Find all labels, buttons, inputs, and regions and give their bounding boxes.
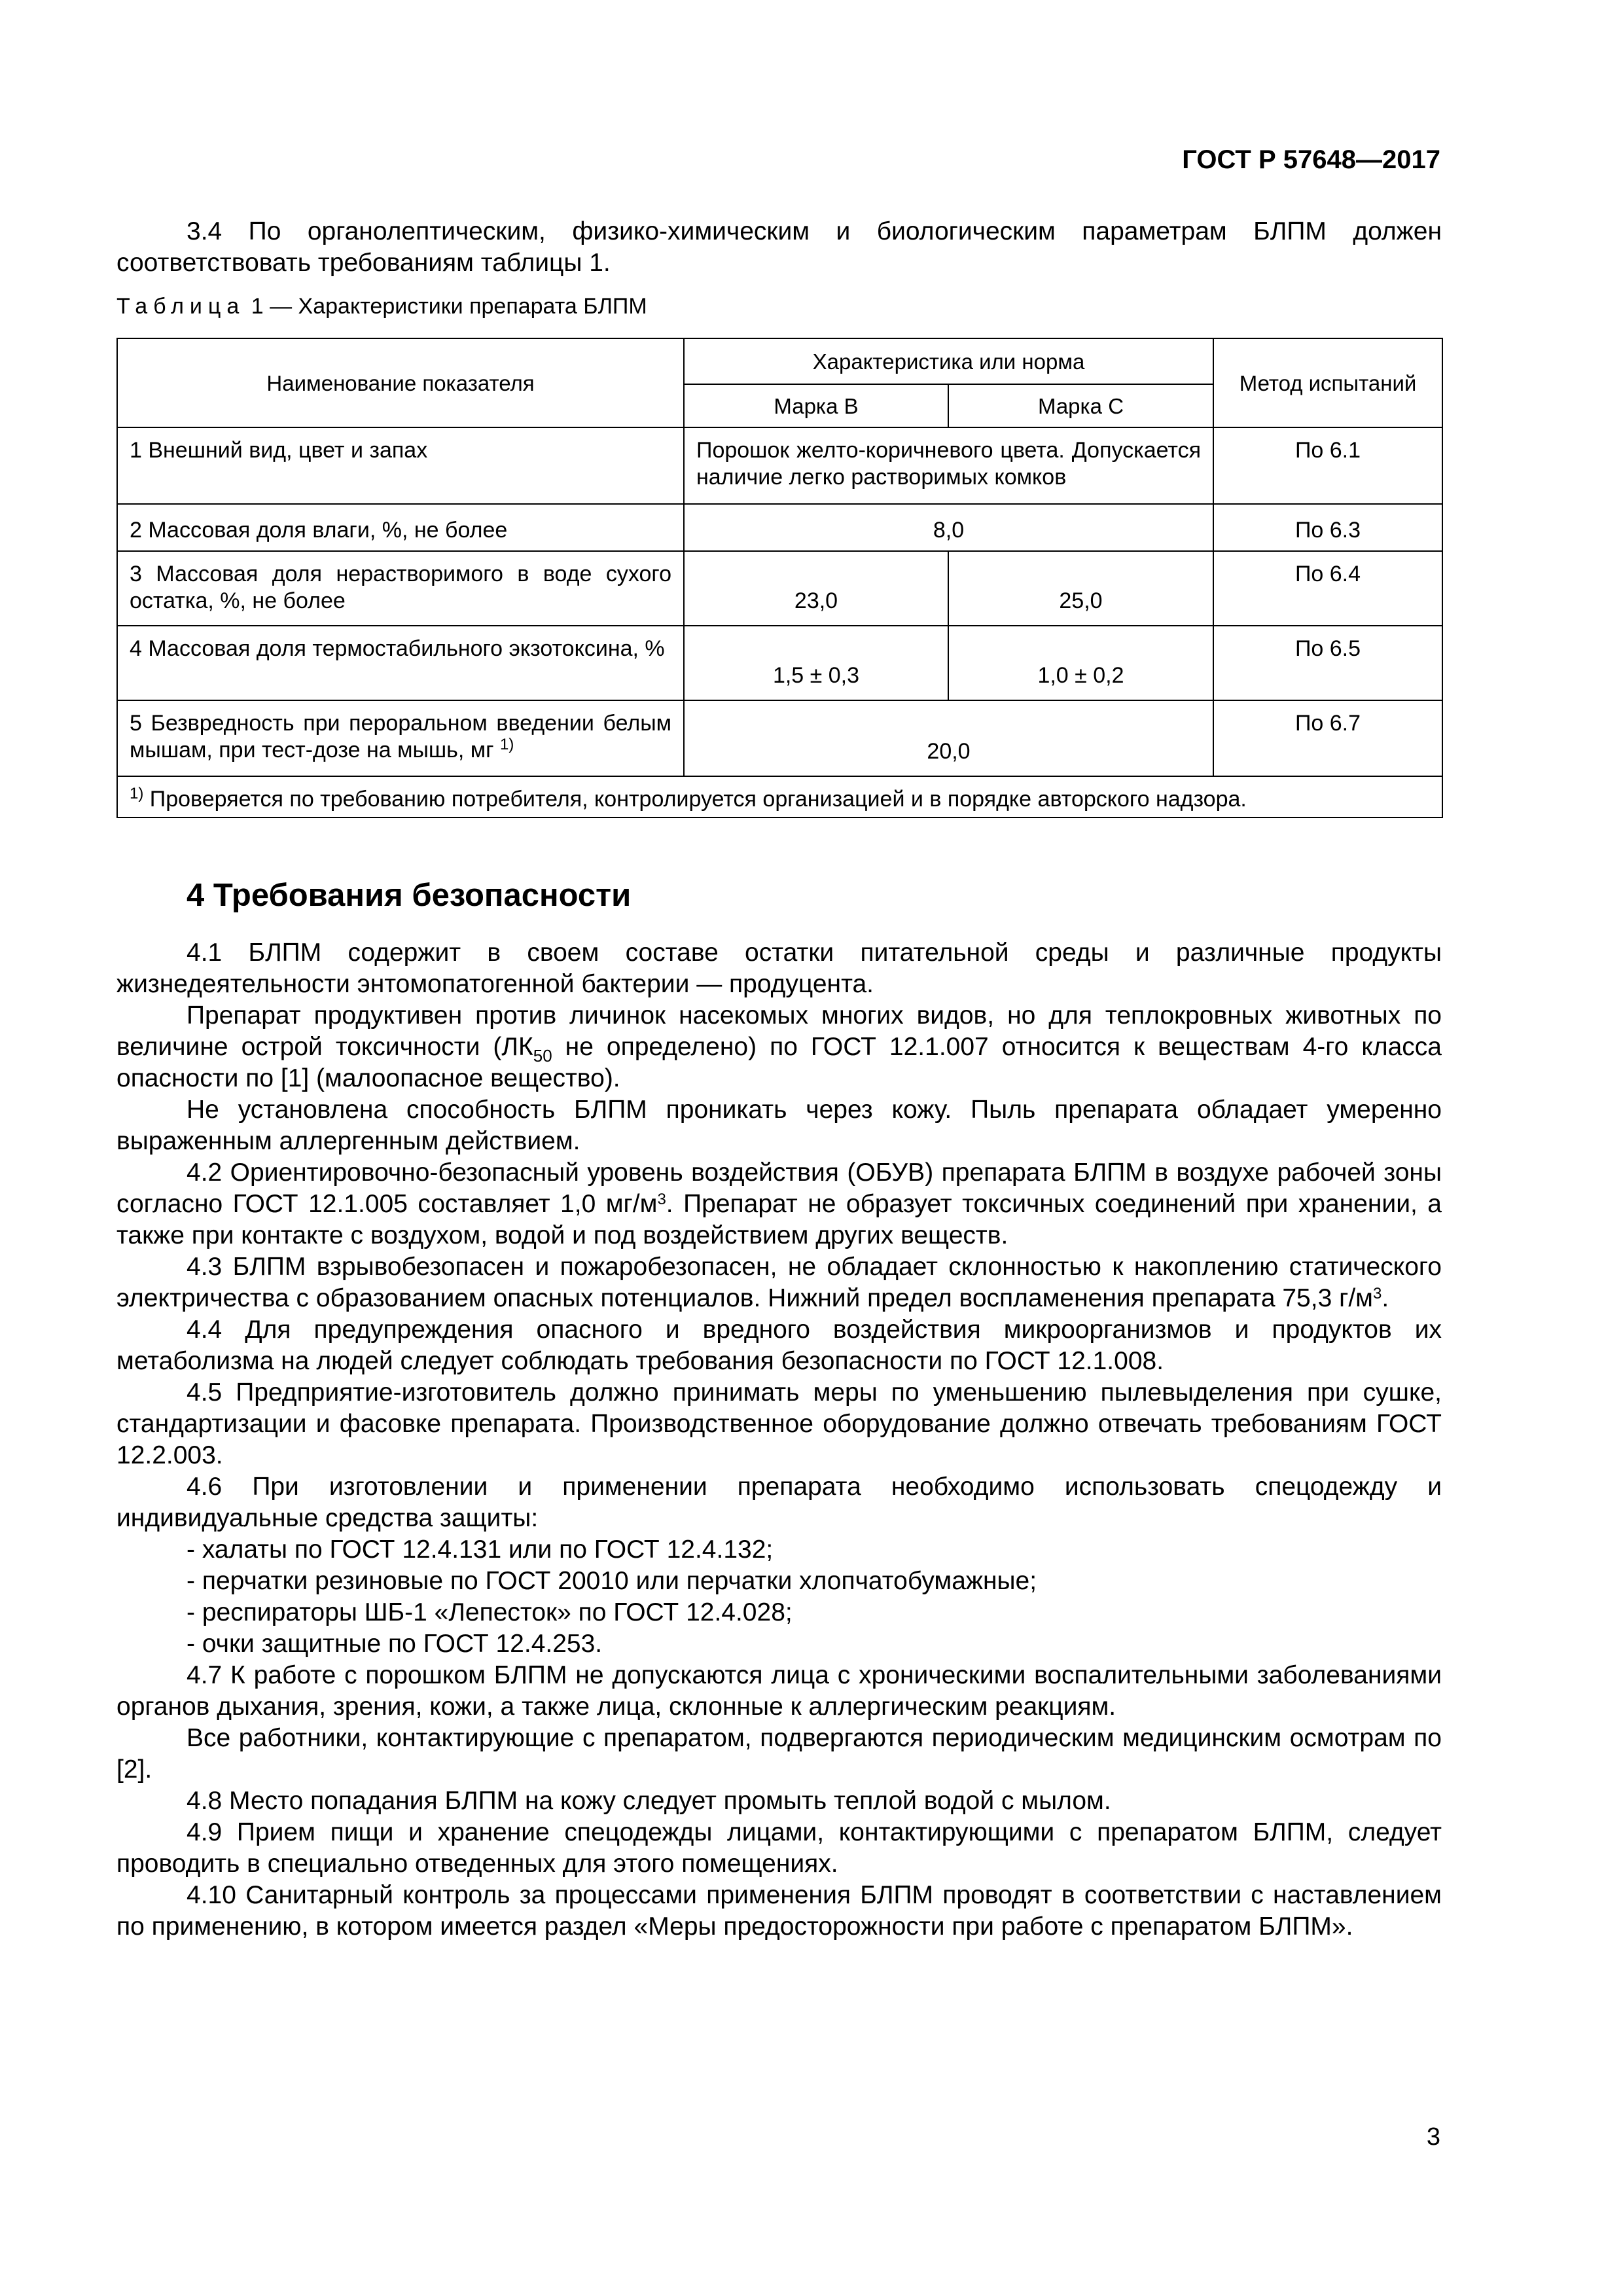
table-caption-word: Таблица	[116, 294, 245, 319]
row-value-mark-b: 1,5 ± 0,3	[684, 626, 948, 700]
text-part: 4.3 БЛПМ взрывобезопасен и пожаробезопасен, не обладает склонностью к накоплению статического электричества с образованием опасных потенциалов. Нижний предел воспламенения препарата 75,3 г/м	[116, 1253, 1442, 1312]
superscript: 3	[1372, 1285, 1382, 1302]
text-part: Препарат продуктивен против личинок насекомых многих видов, но для теплокровных животных по величине острой токсичности (ЛК	[116, 1001, 1442, 1061]
row-value: 8,0	[684, 504, 1213, 551]
table-row	[117, 427, 1442, 504]
table-row	[117, 626, 1442, 700]
list-item: - перчатки резиновые по ГОСТ 20010 или перчатки хлопчатобумажные;	[187, 1567, 1037, 1595]
paragraph-4-4: 4.4 Для предупреждения опасного и вредного воздействия микроорганизмов и продуктов их метаболизма на людей следует соблюдать требования безопасности по ГОСТ 12.1.008.	[116, 1316, 1442, 1375]
row-value-mark-c: 25,0	[948, 551, 1213, 626]
subscript: 50	[533, 1046, 552, 1066]
row-method: По 6.4	[1213, 551, 1442, 626]
row-name: 5 Безвредность при пероральном введении белым мышам, при тест-дозе на мышь, мг	[130, 711, 671, 762]
characteristics-table	[116, 338, 1443, 818]
header-mark-b: Марка В	[684, 384, 948, 427]
text-part: . Препарат не образует токсичных соединений при хранении, а также при контакте с воздухом, водой и под воздействием других веществ.	[116, 1190, 1442, 1249]
text-part: 4.2 Ориентировочно-безопасный уровень воздействия (ОБУВ) препарата БЛПМ в воздухе рабочей зоны согласно ГОСТ 12.1.005 составляет 1,0 мг/м	[116, 1158, 1442, 1218]
table-row	[117, 551, 1442, 626]
paragraph-4-8: 4.8 Место попадания БЛПМ на кожу следует промыть теплой водой с мылом.	[187, 1787, 1111, 1815]
list-item: - респираторы ШБ-1 «Лепесток» по ГОСТ 12.4.028;	[187, 1598, 793, 1626]
row-method: По 6.3	[1213, 504, 1442, 551]
paragraph-4-7: 4.7 К работе с порошком БЛПМ не допускаются лица с хроническими воспалительными заболеваниями органов дыхания, зрения, кожи, а также лица, склонные к аллергическим реакциям.	[116, 1661, 1442, 1721]
section-title: 4 Требования безопасности	[187, 878, 632, 913]
row-method: По 6.1	[1213, 427, 1442, 504]
paragraph-4-2	[116, 1157, 1442, 1251]
text-part: не определено) по ГОСТ 12.1.007 относится к веществам 4-го класса опасности по [1] (малоопасное вещество).	[116, 1033, 1442, 1092]
row-method: По 6.7	[1213, 700, 1442, 776]
row-value: 20,0	[684, 700, 1213, 776]
list-item: - очки защитные по ГОСТ 12.4.253.	[187, 1630, 603, 1658]
header-indicator-name: Наименование показателя	[117, 338, 684, 427]
text-part: .	[1382, 1284, 1389, 1312]
header-mark-c: Марка С	[948, 384, 1213, 427]
paragraph-4-6: 4.6 При изготовлении и применении препарата необходимо использовать спецодежду и индивидуальные средства защиты:	[116, 1473, 1442, 1532]
footnote-ref: 1)	[500, 736, 514, 753]
table-row	[117, 700, 1442, 776]
document-header: ГОСТ Р 57648—2017	[1182, 145, 1440, 174]
row-name: 2 Массовая доля влаги, %, не более	[117, 504, 684, 551]
table-caption	[116, 293, 1442, 319]
header-characteristic: Характеристика или норма	[684, 338, 1213, 384]
paragraph-4-1: 4.1 БЛПМ содержит в своем составе остатки питательной среды и различные продукты жизнедеятельности энтомопатогенной бактерии — продуцента.	[116, 939, 1442, 998]
table-footnote	[117, 776, 1442, 817]
row-value: Порошок желто-коричневого цвета. Допускается наличие легко растворимых комков	[684, 427, 1213, 504]
row-name: 1 Внешний вид, цвет и запах	[117, 427, 684, 504]
paragraph-skin: Не установлена способность БЛПМ проникать через кожу. Пыль препарата обладает умеренно выраженным аллергенным действием.	[116, 1096, 1442, 1155]
list-item: - халаты по ГОСТ 12.4.131 или по ГОСТ 12.4.132;	[187, 1535, 774, 1564]
intro-paragraph: 3.4 По органолептическим, физико-химическим и биологическим параметрам БЛПМ должен соответствовать требованиям таблицы 1.	[116, 217, 1442, 277]
table-caption-text: 1 — Характеристики препарата БЛПМ	[245, 294, 647, 319]
row-name-cell	[117, 700, 684, 776]
header-test-method: Метод испытаний	[1213, 338, 1442, 427]
table-footnote-row	[117, 776, 1442, 817]
paragraph-4-9: 4.9 Прием пищи и хранение спецодежды лицами, контактирующими с препаратом БЛПМ, следует проводить в специально отведенных для этого помещениях.	[116, 1818, 1442, 1878]
row-method: По 6.5	[1213, 626, 1442, 700]
paragraph-medical: Все работники, контактирующие с препаратом, подвергаются периодическим медицинским осмотрам по [2].	[116, 1724, 1442, 1784]
row-value-mark-c: 1,0 ± 0,2	[948, 626, 1213, 700]
table-row	[117, 504, 1442, 551]
footnote-text: Проверяется по требованию потребителя, контролируется организацией и в порядке авторского надзора.	[143, 787, 1247, 812]
row-name: 3 Массовая доля нерастворимого в воде сухого остатка, %, не более	[117, 551, 684, 626]
paragraph-4-5: 4.5 Предприятие-изготовитель должно принимать меры по уменьшению пылевыделения при сушке, стандартизации и фасовке препарата. Производственное оборудование должно отвечать требованиям ГОСТ 12.2.003.	[116, 1378, 1442, 1469]
row-name: 4 Массовая доля термостабильного экзотоксина, %	[117, 626, 684, 700]
page-number: 3	[1426, 2123, 1440, 2151]
page-content	[116, 216, 1442, 1943]
paragraph-4-3	[116, 1251, 1442, 1314]
paragraph-toxicity	[116, 1000, 1442, 1094]
paragraph-4-10: 4.10 Санитарный контроль за процессами применения БЛПМ проводят в соответствии с наставлением по применению, в котором имеется раздел «Меры предосторожности при работе с препаратом БЛПМ».	[116, 1881, 1442, 1941]
footnote-mark: 1)	[130, 785, 144, 802]
superscript: 3	[657, 1191, 666, 1208]
row-value-mark-b: 23,0	[684, 551, 948, 626]
